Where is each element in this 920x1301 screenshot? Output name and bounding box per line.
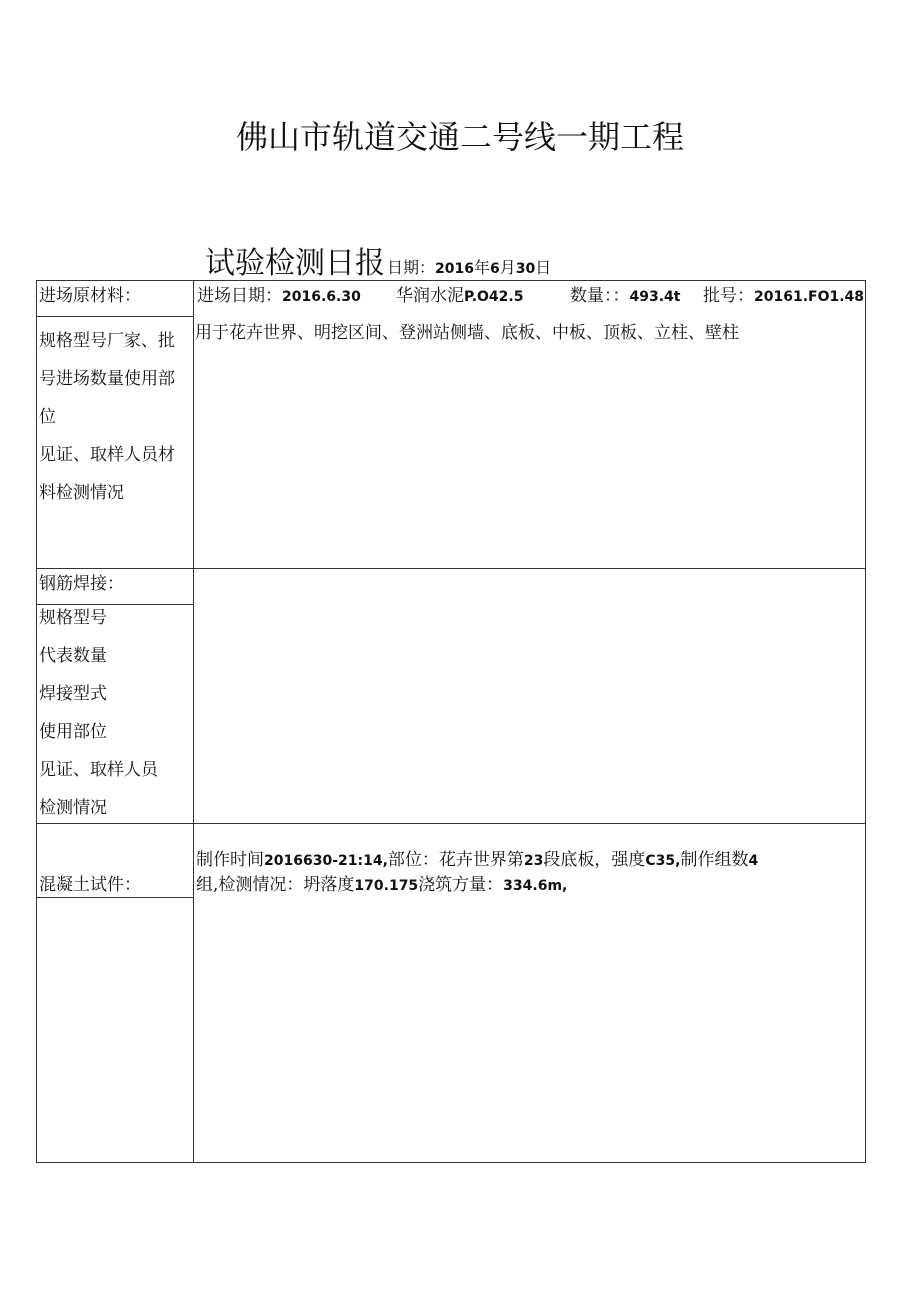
date-day: 30 [515,261,536,277]
cement-maker [396,284,523,309]
welding-field-labels [39,599,191,827]
concrete-line-2 [196,873,567,898]
date-month-unit: 月 [499,258,516,277]
concrete-part: 部位：花卉世界第 [387,850,524,870]
welding-label: 钢筋焊接： [39,574,124,594]
quantity-label: 数量：： [570,286,630,306]
entry-date-value: 2016.6.30 [282,289,361,305]
welding-field: 见证、取样人员 [39,760,158,780]
concrete-part: 2016630-21:14, [264,853,388,869]
concrete-part: 4 [748,853,759,869]
batch-value: 20161.FO1.48 [754,289,865,305]
materials-field-line: 号进场数量使用部 [39,369,175,389]
concrete-part: 组, [196,875,219,895]
materials-field-line: 见证、取样人员材 [39,445,175,465]
maker-label: 华润水泥 [396,286,464,306]
materials-label-divider [36,316,194,317]
concrete-part: 23 [523,853,544,869]
entry-date [197,284,361,309]
concrete-part: 334.6m, [503,878,568,894]
quantity-value: 493.4t [629,289,681,305]
date-day-unit: 日 [535,258,552,277]
table-column-divider [193,280,194,1163]
concrete-label-divider [36,897,194,898]
concrete-part: 检测情况：坍落度 [218,875,355,895]
materials-usage: 用于花卉世界、明挖区间、登洲站侧墙、底板、中板、顶板、立柱、壁柱 [195,323,739,343]
materials-row-divider [36,568,866,569]
welding-field: 检测情况 [39,798,107,818]
concrete-line-1 [196,848,758,873]
materials-field-line: 位 [39,407,56,427]
materials-field-labels [39,322,191,512]
concrete-part: 段底板，强度 [543,850,646,870]
welding-field: 规格型号 [39,608,107,628]
batch-number [703,284,864,309]
welding-field: 代表数量 [39,646,107,666]
materials-field-line: 料检测情况 [39,483,124,503]
report-date [387,258,551,277]
date-month: 6 [490,261,500,277]
date-year: 2016 [435,261,474,277]
welding-field: 使用部位 [39,722,107,742]
materials-field-line: 规格型号厂家、批 [39,331,175,351]
date-label: 日期： [387,258,436,277]
concrete-label: 混凝土试件： [39,875,141,895]
entry-date-label: 进场日期： [197,286,282,306]
report-title: 试验检测日报 [205,246,385,281]
date-year-unit: 年 [473,258,490,277]
cement-spec: P.O42.5 [464,289,524,305]
concrete-part: C35, [645,853,681,869]
concrete-part: 170.175 [354,878,419,894]
quantity [570,284,680,309]
batch-label: 批号： [703,286,754,306]
concrete-part: 制作组数 [680,850,749,870]
materials-label: 进场原材料： [39,286,141,306]
concrete-part: 制作时间 [196,850,264,870]
welding-field: 焊接型式 [39,684,107,704]
concrete-part: 浇筑方量： [418,875,504,895]
project-title: 佛山市轨道交通二号线一期工程 [235,118,684,156]
report-header [205,238,551,282]
